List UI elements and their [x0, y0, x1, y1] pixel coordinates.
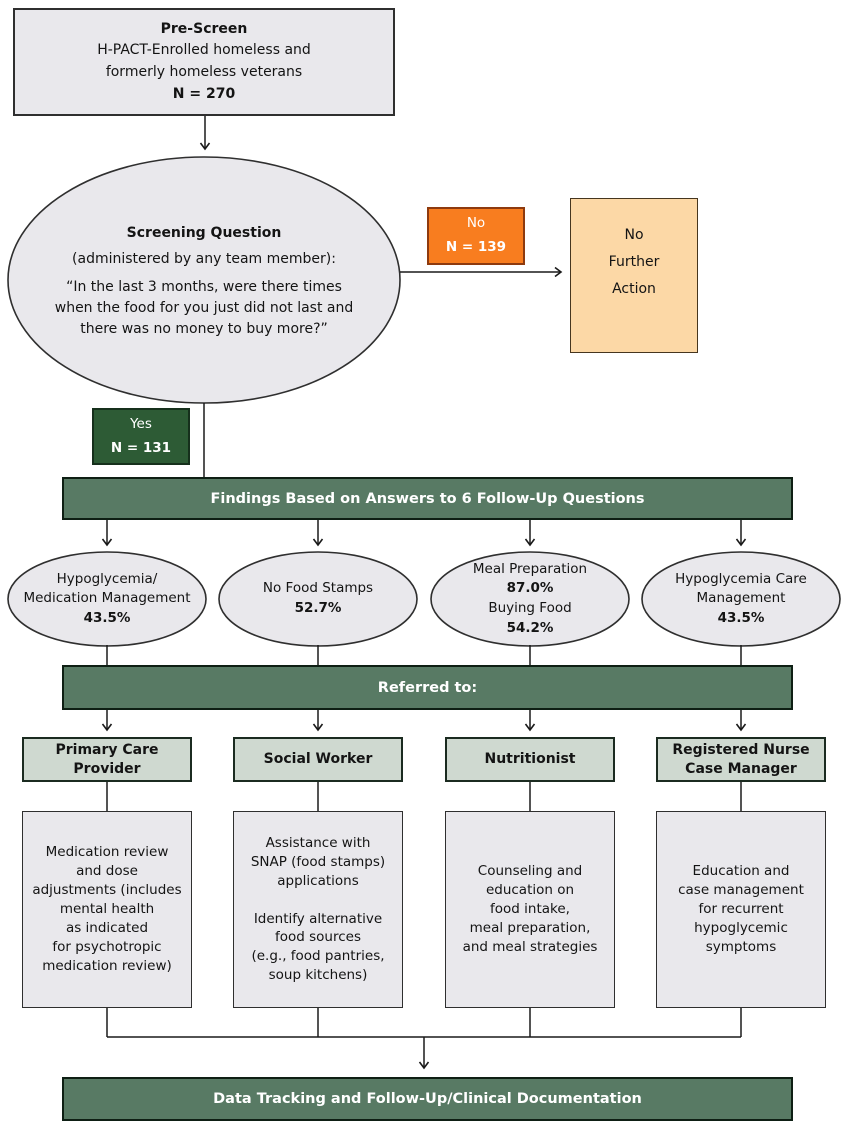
text-line: No [624, 226, 644, 243]
text-line: Education and [692, 863, 790, 880]
text-line: Action [612, 281, 656, 298]
text-line: H-PACT-Enrolled homeless and [97, 42, 311, 59]
text-line: soup kitchens) [268, 967, 368, 984]
text-line: hypoglycemic [694, 919, 788, 936]
no-count-box [427, 207, 525, 265]
pre-screen-box [13, 8, 395, 116]
role-desc-rn-case-manager [656, 811, 826, 1008]
text-line: SNAP (food stamps) [250, 853, 386, 870]
text-line: Hypoglycemia Care [675, 570, 807, 587]
text-line: for recurrent [698, 901, 784, 918]
text-line: 87.0% [506, 580, 554, 597]
text-line: Yes [130, 415, 152, 432]
findings-banner-label: Findings Based on Answers to 6 Follow-Up Questions [210, 490, 645, 507]
text-line: meal preparation, [469, 919, 591, 936]
text-line: N = 270 [172, 85, 236, 102]
finding-label-hypoglycemia-care [641, 549, 841, 649]
text-line: Screening Question [126, 224, 282, 241]
role-desc-social-worker [233, 811, 403, 1008]
text-line: 43.5% [717, 609, 765, 626]
text-line: Registered Nurse [672, 741, 810, 758]
referred-banner [62, 665, 793, 710]
text-line: symptoms [705, 938, 777, 955]
text-line: Buying Food [488, 600, 572, 616]
text-line: No [466, 215, 486, 232]
findings-banner [62, 477, 793, 520]
text-line: and meal strategies [462, 938, 598, 955]
text-line: formerly homeless veterans [105, 64, 303, 80]
finding-label-hypoglycemia-medication [7, 549, 207, 649]
text-line: Primary Care [55, 741, 159, 758]
text-line: Social Worker [263, 751, 373, 768]
text-line: 54.2% [506, 619, 554, 636]
role-header-nutritionist [445, 737, 615, 782]
text-line: as indicated [65, 919, 149, 936]
text-line: Provider [73, 760, 141, 777]
yes-count-box [92, 408, 190, 465]
text-line: “In the last 3 months, were there times [66, 278, 342, 295]
role-header-social-worker [233, 737, 403, 782]
referred-banner-label: Referred to: [377, 679, 478, 696]
text-line: Case Manager [685, 760, 797, 777]
text-line: Hypoglycemia/ [56, 570, 158, 587]
finding-label-no-food-stamps [218, 549, 418, 649]
text-line: 43.5% [83, 609, 131, 626]
role-desc-nutritionist [445, 811, 615, 1008]
text-line: (administered by any team member): [72, 250, 336, 267]
text-line: Meal Preparation [472, 560, 588, 577]
finding-label-meal-preparation [430, 549, 630, 649]
text-line: food intake, [490, 901, 570, 918]
data-tracking-banner [62, 1077, 793, 1121]
text-line: N = 131 [110, 439, 172, 456]
text-line: Management [696, 590, 786, 607]
text-line: Identify alternative [253, 910, 383, 927]
text-line: and dose [76, 863, 138, 880]
text-line: education on [485, 882, 575, 899]
text-line: mental health [59, 901, 155, 918]
text-line: for psychotropic [52, 938, 162, 955]
text-line: Pre-Screen [160, 20, 248, 37]
role-header-primary-care-provider [22, 737, 192, 782]
text-line: Assistance with [265, 834, 371, 851]
text-line: 52.7% [294, 600, 342, 616]
role-desc-primary-care-provider [22, 811, 192, 1008]
text-line: Medication Management [23, 590, 191, 607]
text-line: No Food Stamps [262, 580, 374, 597]
text-line: Further [608, 253, 660, 270]
text-line: Nutritionist [484, 751, 576, 768]
text-line [234, 891, 402, 910]
text-line: applications [277, 872, 359, 889]
screening-question-text [12, 168, 396, 394]
text-line: Medication review [45, 844, 169, 861]
data-tracking-banner-label: Data Tracking and Follow-Up/Clinical Documentation [213, 1091, 642, 1107]
text-line: there was no money to buy more?” [80, 320, 328, 337]
text-line: (e.g., food pantries, [251, 948, 385, 965]
text-line: Counseling and [477, 863, 583, 880]
text-line: adjustments (includes [32, 882, 182, 899]
text-line: when the food for you just did not last and [54, 299, 354, 316]
no-further-action-box [570, 198, 698, 353]
text-line: N = 139 [445, 239, 507, 255]
text-line: case management [678, 882, 804, 899]
text-line: food sources [275, 929, 361, 946]
text-line: medication review) [42, 957, 172, 974]
role-header-rn-case-manager [656, 737, 826, 782]
